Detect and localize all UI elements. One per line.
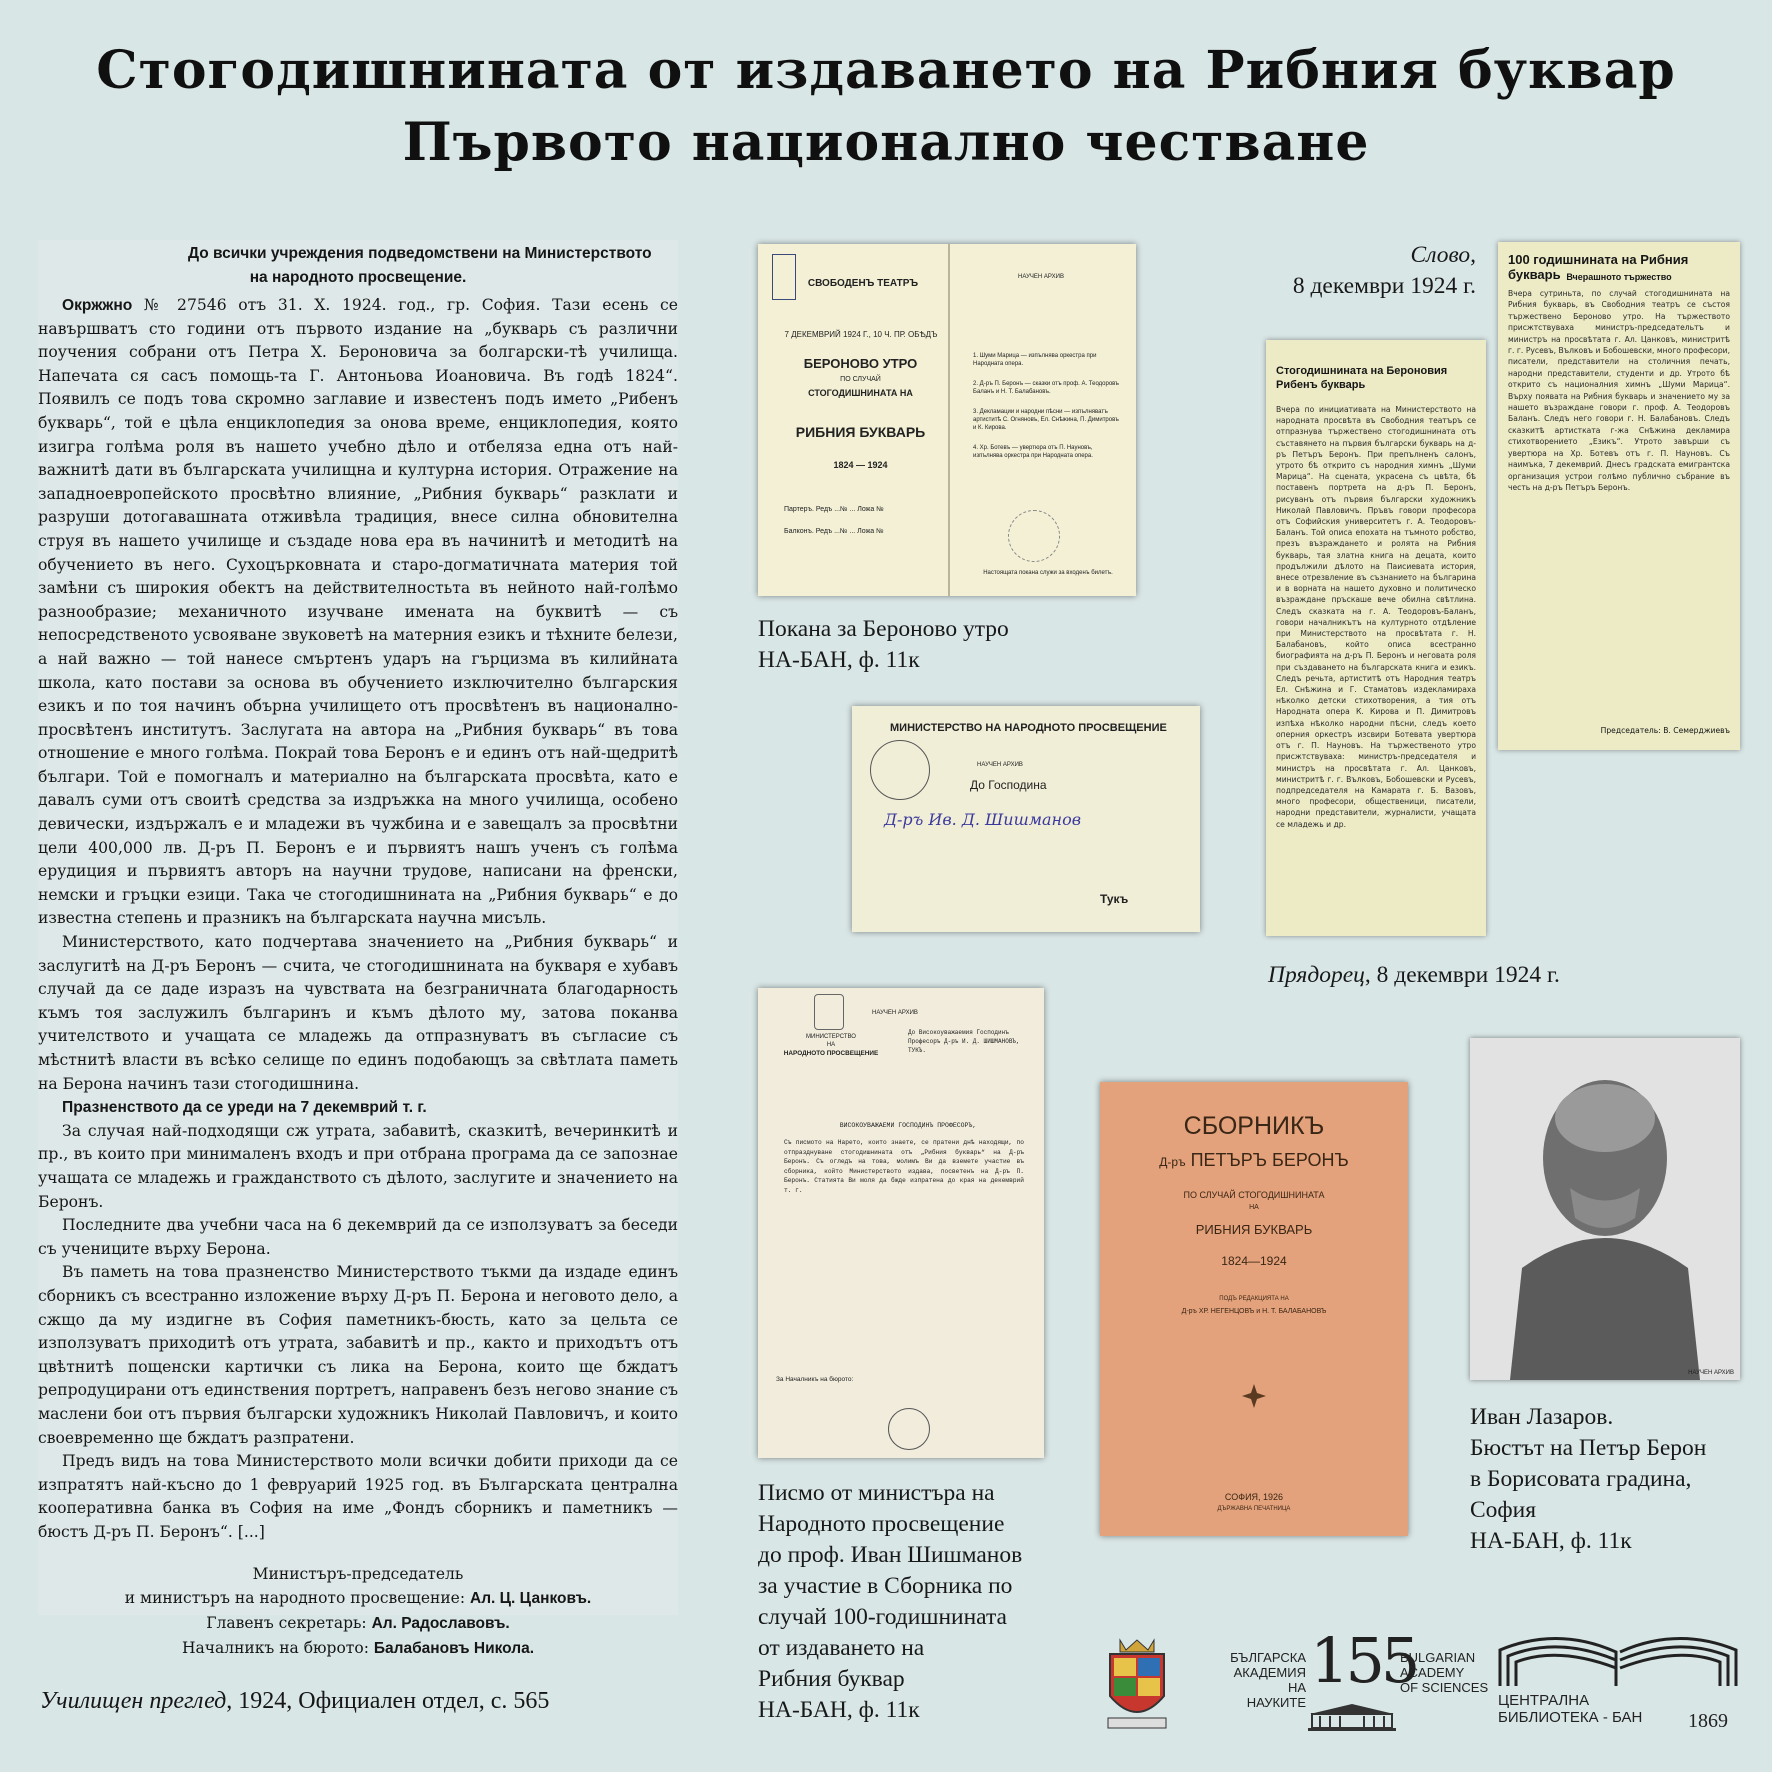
letter-paragraph-4: За случая най-подходящи сж утрата, забавитѣ, сказкитѣ, вечеринкитѣ и пр., въ които при минималенъ входъ и при отбрана програма да се запознае учащата се младежь и гражданството съ дѣлото, заслугите и значението на Беронъ.: [38, 1121, 678, 1211]
caption-bust-line3: в Борисовата градина,: [1470, 1466, 1692, 1492]
book-occasion-1: ПО СЛУЧАЙ СТОГОДИШНИНАТА: [1183, 1190, 1325, 1200]
page-title: Стогодишнината от издаването на Рибния буквар: [96, 40, 1676, 101]
invitation-centenary: СТОГОДИШНИНАТА НА: [808, 388, 913, 398]
letter-doc-to: До Високоуважаемия Господинъ Професоръ Д-ръ И. Д. ШИШМАНОВЪ, ТУКЪ.: [908, 1029, 1020, 1054]
book-printer: ДЪРЖАВНА ПЕЧАТНИЦА: [1217, 1506, 1291, 1512]
caption-letter-line4: за участие в Сборника по: [758, 1573, 1013, 1599]
invitation-event: БЕРОНОВО УТРО: [803, 356, 918, 371]
invitation-primer: РИБНИЯ БУКВАРЬ: [795, 424, 926, 440]
caption-letter-line1: Писмо от министъра на: [758, 1480, 995, 1506]
book-years: 1824—1924: [1221, 1254, 1287, 1268]
bas-en-line1: BULGARIAN: [1400, 1650, 1476, 1665]
caption-bust-line2: Бюстът на Петър Берон: [1470, 1435, 1707, 1461]
letter-source: [40, 1688, 549, 1715]
caption-letter-line3: до проф. Иван Шишманов: [758, 1542, 1023, 1568]
invitation-archive: НАУЧЕН АРХИВ: [1018, 274, 1064, 280]
envelope-ministry: МИНИСТЕРСТВО НА НАРОДНОТО ПРОСВЕЩЕНИЕ: [890, 722, 1167, 734]
letter-doc-ministry3: НАРОДНОТО ПРОСВЕЩЕНИЕ: [783, 1050, 879, 1057]
caption-letter: [758, 1478, 1022, 1726]
invitation-image: [758, 244, 1136, 596]
central-library-line2: БИБЛИОТЕКА - БАН: [1498, 1709, 1643, 1726]
letter-doc-body: Съ писмото на Нарето, които знаете, се пратени днѣ находящи, по отпразднуване стогодишнината отъ „Рибния букварь“ на Д-ръ Беронъ. Съ огледъ на това, молимъ Ви да вземете участие въ сборника, който Министерството издава, посветенъ на Д-ръ П. Беронъ. Статията Ви моля да бжде изпратена до края на декемврий т. г.: [784, 1139, 1024, 1194]
page-subtitle: Първото национално честване: [402, 112, 1370, 173]
circular-letter: [38, 240, 678, 1658]
bas-en-text: [1400, 1650, 1490, 1695]
sig-line-3-name: Ал. Радославовъ.: [371, 1615, 510, 1633]
bust-archive: НАУЧЕН АРХИВ: [1688, 1370, 1734, 1376]
book-author-name: ПЕТЪРЪ БЕРОНЪ: [1190, 1150, 1349, 1170]
round-stamp-icon: [1008, 510, 1060, 562]
invitation-theatre: СВОБОДЕНЪ ТЕАТРЪ: [807, 278, 919, 289]
sig-line-4-name: Балабановъ Никола.: [373, 1640, 535, 1658]
caption-invitation-line2: НА-БАН, ф. 11к: [758, 647, 920, 673]
bust-photo: [1470, 1038, 1740, 1380]
envelope-here: Тукъ: [1100, 892, 1129, 906]
bas-bg-line2: АКАДЕМИЯ: [1233, 1665, 1306, 1680]
minister-letter-image: [758, 988, 1044, 1458]
invitation-program-1: 1. Шуми Марица — изпълнява оркестра при Народната опера.: [973, 353, 1097, 367]
caption-letter-line2: Народното просвещение: [758, 1511, 1005, 1537]
book-editors-2: Д-ръ ХР. НЕГЕНЦОВЪ и Н. Т. БАЛАБАНОВЪ: [1181, 1308, 1327, 1315]
central-library-line1: ЦЕНТРАЛНА: [1498, 1692, 1590, 1709]
invitation-date: 7 ДЕКЕМВРИЙ 1924 Г., 10 Ч. ПР. ОБѢДЪ: [784, 330, 938, 339]
bas-bg-line1: БЪЛГАРСКА: [1230, 1650, 1306, 1665]
clip-prqporec-body: Вчера по инициативата на Министерството на народната просвѣта въ Свободния театъръ се отпразнува тържествено стогодишнината отъ съставянето на първия български букварь на д-ръ Петъръ Беронъ. При препълненъ салонъ, утрото бѣ открито съ народния химнъ „Шуми Марица“. На сцената, украсена съ цвѣта, бѣ поставенъ портрета на д-ръ П. Беронъ, рисуванъ отъ първия български художникъ Николай Павловичъ. Пръвъ говори професора отъ Софийския университетъ г. А. Теодоровъ-Баланъ. Той описа епохата на тъмното робство, презъ възраждането и ролята на Рибния букварь, тая златна книга на децата, които продължили дѣлото на Паисиевата история, внесе отрезвление въ съзнанието на българина и в ворната на нашето духовно и политическо възраждане пръскаше вече обилна свѣтлина. Следъ сказката на г. А. Теодоровъ-Баланъ, говори началникътъ на културното отдѣление при Министерството на просвѣтата г. Н. Балабановъ, който описа всестранно биографията на д-ръ П. Беронъ и неговата роля при създаването на българската книга и езикъ. Следъ речьта, артиститѣ отъ Народния театръ Ел. Снѣжина и Г. Стаматовъ издекламираха нѣколко детски стихотворения, а тия отъ Народната опера К. Кирова и П. Димитровъ изпѣха нѣколко народни пѣсни, следъ което оперния оркестръ изсвири Ботевата увертюра отъ г. П. Науновъ. На тържественото утро присжтствуваха: министръ-председателя и министръ на просвѣтата г. Ал. Цанковъ, министритѣ г. г. Вълковъ, Бобошевски и Русевъ, подпредседателя на Камарата г. Б. Вазовъ, много професори, общественици, писатели, народни представители, журналисти, учащата се младежь и др.: [1276, 405, 1476, 829]
caption-slovo-name: Слово,: [1410, 242, 1476, 268]
caption-slovo-date: 8 декември 1924 г.: [1292, 273, 1476, 299]
letter-doc-salutation: ВИСОКОУВАЖАЕМИ ГОСПОДИНЪ ПРОФЕСОРЪ,: [839, 1122, 977, 1129]
central-library-year: 1869: [1688, 1710, 1728, 1732]
caption-letter-line6: от издаването на: [758, 1635, 925, 1661]
letter-paragraph-1-text: № 27546 отъ 31. X. 1924. год., гр. София. Тази есень се навършватъ сто години отъ първото издание на „букварь съ различни поучения собрани отъ Петра Х. Бероновича за болгарски-тѣ училища. Напечата ся сасъ помощь-та Г. Антоньова Иоановича. Въ годѣ 1824“. Появилъ се подъ това скромно заглавие и известенъ подъ името „Рибенъ букварь“, той е цѣла енциклопедия за онова време, енциклопедия, която изигра голѣма роля въ нашето учебно дѣло и отбеляза една отъ най-важнитѣ дати въ българската училищна и културна история. Отражение на западноевропейското просвѣтно влияние, „Рибния букварь“ разклати и разруши дотогавашната отживѣла традиция, внесе силна обновителна струя въ нашето училище и създаде нова ера въ начинитѣ и методитѣ на обучението въ него. Сухоцърковната и старо-догматичната материя той замѣни съ широкия обектъ на действителностьта въ нейното най-голѣмо разнообразие; механичното изучване имената на буквитѣ — съ непосредственото усвояване звуковетѣ на матерния езикъ и тѣхните белези, а най важно — той нанесе смъртенъ ударъ на гърцизма въ килийната школа, като постави за основа въ обучението изключително българския езикъ и по тоя начинъ обърна училището отъ просвѣтенъ въ национално-просвѣтенъ институтъ. Заслугата на автора на „Рибния букварь“ въ това отношение е много голѣма. Покрай това Беронъ е и единъ отъ най-щедритѣ българи. Той е помогналъ и материално на българската просвѣта, като е давалъ суми отъ своитѣ средства за издръжка на много училища, особено девически, издържалъ е и младежи въ чужбина и е завещалъ за просвѣтни цели 400,000 лв. Д-ръ П. Беронъ е и първиятъ нашъ ученъ съ голѣма ерудиция и първиятъ авторъ на научни трудове, написани на френски, немски и гръцки езици. Така че стогодишнината на „Рибния букварь“ е до известна степень и празникъ на българската научна мисъль.: [38, 296, 678, 928]
sig-line-4-role: Началникъ на бюрото:: [181, 1639, 369, 1658]
central-library-logo: [1498, 1632, 1738, 1742]
letter-doc-ministry1: МИНИСТЕРСТВО: [806, 1034, 856, 1040]
sig-line-2-name: Ал. Ц. Цанковъ.: [470, 1590, 592, 1608]
clip-prqporec-headline: Стогодишнината на Бероновия Рибенъ букварь: [1276, 365, 1448, 391]
bas-bg-line3: НА НАУКИТЕ: [1246, 1680, 1306, 1710]
letter-paragraph-2: Министерството, като подчертава значението на „Рибния букварь“ и заслугитѣ на Д-ръ Беронъ — счита, че стогодишнината на букваря е хубавъ случай да се даде изразъ на чувствата на безграничната благодарность къмъ тоя заслужилъ българинъ и къмъ дѣлото му, затова поканва учителството и учащата се младежь да отпразнуватъ въ съгласие съ мѣстнитѣ власти въ всѣко селище по единъ подобающъ за свѣтлата паметь на Берона начинъ тази стогодишнина.: [38, 933, 678, 1093]
letter-paragraph-3: [38, 1096, 678, 1120]
letter-doc-archive: НАУЧЕН АРХИВ: [872, 1010, 918, 1016]
letter-lead: Окржжно: [62, 297, 133, 314]
letter-paragraph-1: [38, 294, 678, 931]
clipping-slovo: [1498, 242, 1740, 750]
envelope-addressee: Д-ръ Ив. Д. Шишманов: [884, 810, 1082, 829]
sofia-coat-of-arms-icon: [1100, 1636, 1174, 1732]
sig-line-4: [38, 1636, 678, 1661]
invitation-parter: Партеръ. Редъ ...№ ... Ложа №: [784, 506, 884, 513]
caption-invitation: [758, 614, 1009, 676]
sig-line-2-role: и министъръ на народното просвещение:: [124, 1589, 466, 1608]
book-occasion-2: НА: [1249, 1204, 1259, 1211]
envelope-to: До Господина: [970, 778, 1047, 792]
clip-slovo-headline: 100 годишнината на Рибния букварь: [1508, 252, 1689, 282]
ministry-seal-icon: [870, 740, 930, 800]
caption-letter-line8: НА-БАН, ф. 11к: [758, 1697, 920, 1723]
book-title: СБОРНИКЪ: [1183, 1112, 1325, 1140]
handwritten-note: ​: [825, 1080, 835, 1108]
envelope-archive: НАУЧЕН АРХИВ: [977, 762, 1023, 768]
letter-doc-ministry2: НА: [826, 1042, 836, 1048]
invitation-years: 1824 — 1924: [833, 460, 888, 470]
archive-stamp: [772, 254, 796, 300]
sig-line-2: [38, 1586, 678, 1611]
letter-header-line1: До всички учреждения подведомствени на Министерството: [188, 245, 652, 262]
caption-invitation-line1: Покана за Бероново утро: [758, 616, 1009, 642]
caption-bust-line1: Иван Лазаров.: [1470, 1404, 1614, 1430]
book-editors-1: ПОДЪ РЕДАКЦИЯТА НА: [1219, 1296, 1289, 1302]
bas-anniversary-number: 155: [1310, 1624, 1417, 1697]
caption-prqporec: [1268, 960, 1560, 991]
envelope-image: [852, 706, 1200, 932]
sig-line-1: Министъръ-председатель: [252, 1565, 464, 1584]
book-author: [1100, 1150, 1408, 1171]
source-details: , 1924, Официален отдел, с. 565: [226, 1688, 550, 1714]
caption-bust-line4: София: [1470, 1497, 1537, 1523]
invitation-balcony: Балконъ. Редъ ...№ ... Ложа №: [784, 528, 884, 535]
clip-slovo-sub: Вчерашното тържество: [1566, 272, 1672, 282]
bas-en-line3: OF SCIENCES: [1400, 1680, 1489, 1695]
caption-letter-line7: Рибния буквар: [758, 1666, 905, 1692]
caption-prqporec-date: , 8 декември 1924 г.: [1364, 962, 1560, 988]
letter-date-bold: Празненството да се уреди на 7 декемврий т. г.: [62, 1099, 427, 1117]
letter-signatures: [38, 1562, 678, 1661]
invitation-program-2: 2. Д-ръ П. Беронъ — сказки отъ проф. А. Теодоровъ Баланъ и Н. Т. Балабановъ.: [973, 381, 1119, 395]
bas-en-line2: ACADEMY: [1400, 1665, 1465, 1680]
letter-paragraph-7: Предъ видъ на това Министерството моли всички добити приходи да се изпратятъ най-късно до 1 февруарий 1925 год. въ Българската централна кооперативна банка въ София на име „Фондъ сборникъ и паметникъ — бюстъ Д-ръ П. Беронъ“. [...]: [38, 1452, 678, 1541]
invitation-note: Настоящата покана служи за входенъ билетъ.: [983, 570, 1113, 576]
caption-bust: [1470, 1402, 1706, 1557]
letter-paragraph-5: Последните два учебни часа на 6 декемврий да се използуватъ за беседи съ учениците върху Берона.: [38, 1216, 678, 1258]
central-library-text: [1498, 1692, 1642, 1726]
clip-slovo-body: Вчера сутриньта, по случай стогодишнината на Рибния букварь, въ Свободния театръ се състоя тържествено Бероново утро. На тържеството присжтствуваха министръ-председательтъ и министръ на просвѣтата г. Ал. Цанковъ, министритѣ г. г. Русевъ, Вълковъ и Бобошевски, много професори, писатели, представители на столичния печать, народни представители, студенти и др. Утрото бѣ открито съ националния химнъ „Шуми Марица“. Върху появата на Рибния букварь и значението му за нашето възраждане говори г. проф. А. Теодоровъ Баланъ. Следъ него говори г. Н. Балабановъ. Следъ сказкитѣ артистката г-жа Снѣжина декламира стихотворението „Езикъ“. Утрото завърши съ увертюра на Хр. Ботевъ отъ г. П. Науновъ. Съ наимъка, 7 декемврий. Днесъ градската емигрантска организация устрои голѣмо публично събрание въ честь на д-ръ Петъръ Беронъ.: [1508, 289, 1730, 492]
caption-slovo: [1200, 240, 1476, 302]
caption-bust-line5: НА-БАН, ф. 11к: [1470, 1528, 1632, 1554]
bas-bg-text: [1228, 1650, 1306, 1710]
letter-header-line2: на народното просвещение.: [249, 269, 467, 286]
book-city: СОФИЯ, 1926: [1224, 1492, 1284, 1502]
invitation-program-3: 3. Декламации и народни пѣсни — изпълняватъ артиститѣ С. Огняновъ, Ел. Снѣжина, П. Димитровъ и К. Кирова.: [973, 409, 1119, 431]
letter-doc-closing: За Началникъ на бюрото:: [776, 1376, 854, 1383]
book-author-prefix: Д-ръ: [1159, 1155, 1186, 1169]
caption-prqporec-name: Прядорец: [1268, 962, 1365, 988]
bust-silhouette-icon: [1470, 1038, 1740, 1380]
open-book-icon: [1498, 1632, 1738, 1688]
stamp-icon: [888, 1408, 930, 1450]
letter-paragraph-6: Въ паметь на това празненство Министерството тъкми да издаде единъ сборникъ съ всестранно изложение върху Д-ръ П. Берона и неговото дело, а сжщо да му издигне въ София паметникъ-бюсть, като за цельта се използуватъ приходитѣ отъ утрата, забавитѣ и пр., както и приходътъ отъ цвѣтнитѣ пощенски картички съ лика на Берона, които ще бждатъ репродуцирани отъ единствения портретъ, направенъ безъ негово знание съ маслени бои отъ първия български художникъ Николай Павловичъ, и които своевременно ще бждатъ разпратени.: [38, 1263, 678, 1447]
source-journal: Училищен преглед: [40, 1688, 227, 1714]
clipping-prqporec: [1266, 340, 1486, 936]
invitation-occasion: ПО СЛУЧАЙ: [840, 376, 881, 383]
coat-of-arms-icon: [814, 994, 844, 1030]
clip-slovo-signature: Председатель: В. Семерджиевъ: [1600, 726, 1730, 735]
sig-line-3: [38, 1611, 678, 1636]
academy-building-icon: [1306, 1702, 1398, 1732]
ornament-icon: [1240, 1382, 1268, 1410]
caption-letter-line5: случай 100-годишнината: [758, 1604, 1007, 1630]
book-primer: РИБНИЯ БУКВАРЬ: [1195, 1222, 1313, 1237]
sig-line-3-role: Главенъ секретарь:: [206, 1614, 367, 1633]
book-cover-image: [1100, 1082, 1408, 1536]
invitation-program-4: 4. Хр. Ботевъ — увертюра отъ П. Науновъ, изпълнява оркестра при Народната опера.: [973, 445, 1093, 459]
